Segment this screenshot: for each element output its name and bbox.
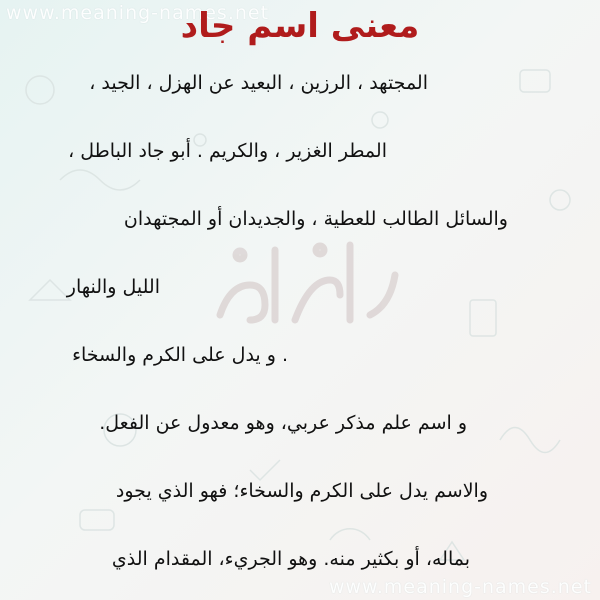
text-line-2: المطر الغزير ، والكريم . أبو جاد الباطل ، — [68, 140, 387, 162]
text-line-5: . و يدل على الكرم والسخاء — [72, 344, 288, 366]
watermark-bottom: www.meaning-names.net — [328, 576, 592, 598]
text-line-1: المجتهد ، الرزين ، البعيد عن الهزل ، الجيد ، — [89, 72, 428, 94]
text-line-7: والاسم يدل على الكرم والسخاء؛ فهو الذي يجود — [115, 480, 488, 502]
page-title: معنى اسم جاد — [180, 6, 420, 46]
text-line-6: و اسم علم مذكر عربي، وهو معدول عن الفعل. — [99, 412, 467, 434]
text-line-8: بماله، أو بكثير منه. وهو الجريء، المقدام الذي — [111, 548, 470, 570]
text-line-4: الليل والنهار — [66, 276, 160, 298]
text-line-3: والسائل الطالب للعطية ، والجديدان أو المجتهدان — [123, 208, 508, 230]
watermark-top: www.meaning-names.net — [6, 2, 270, 24]
